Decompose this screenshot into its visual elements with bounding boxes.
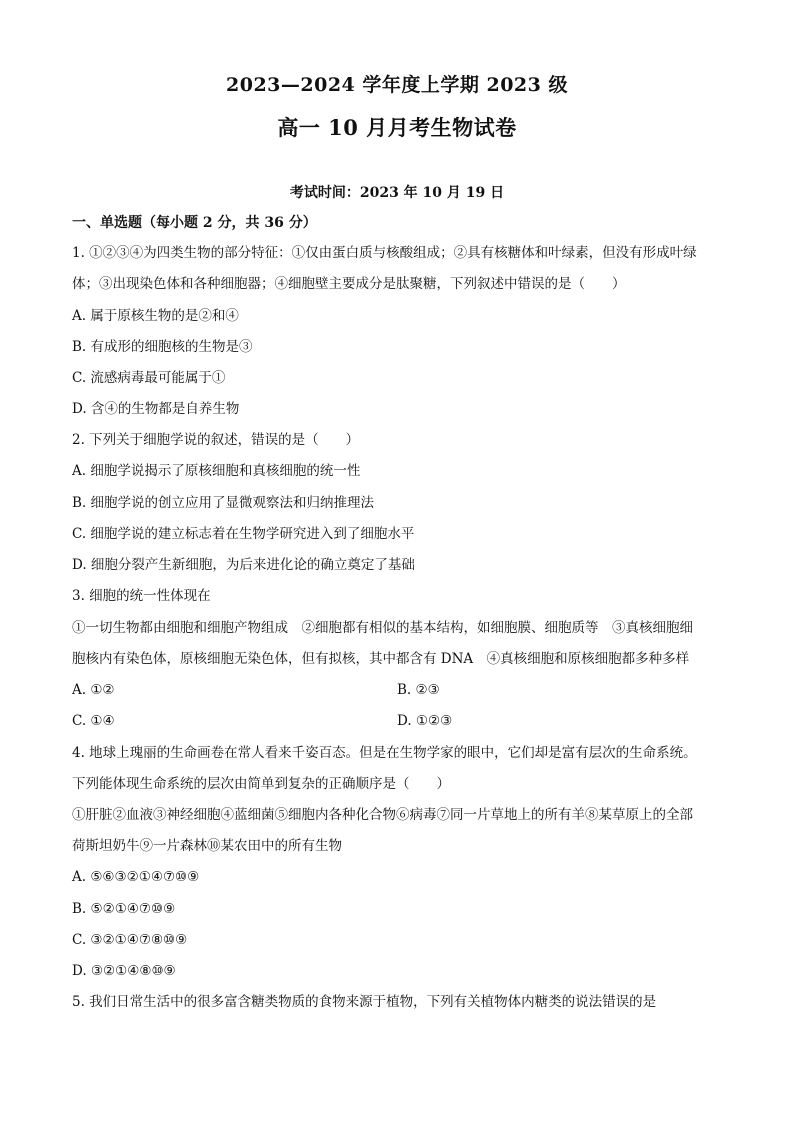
q3-option-a: A. ①② xyxy=(72,682,115,698)
q2-option-b: B. 细胞学说的创立应用了显微观察法和归纳推理法 xyxy=(72,495,375,511)
q5-stem: 5. 我们日常生活中的很多富含糖类物质的食物来源于植物，下列有关植物体内糖类的说法错误的是 xyxy=(72,994,657,1010)
q2-option-d: D. 细胞分裂产生新细胞，为后来进化论的确立奠定了基础 xyxy=(72,557,415,573)
q2-option-a: A. 细胞学说揭示了原核细胞和真核细胞的统一性 xyxy=(72,463,361,479)
q4-option-d: D. ③②①④⑧⑩⑨ xyxy=(72,963,176,979)
q4-body-line1: ①肝脏②血液③神经细胞④蓝细菌⑤细胞内各种化合物⑥病毒⑦同一片草地上的所有羊⑧某草原上的全部 xyxy=(72,807,693,823)
q1-stem-line1: 1. ①②③④为四类生物的部分特征：①仅由蛋白质与核酸组成；②具有核糖体和叶绿素，但没有形成叶绿 xyxy=(72,245,697,261)
q4-option-c: C. ③②①④⑦⑧⑩⑨ xyxy=(72,932,188,948)
q3-option-c: C. ①④ xyxy=(72,713,115,729)
exam-time: 考试时间：2023 年 10 月 19 日 xyxy=(289,185,505,201)
q1-stem-line2: 体；③出现染色体和各种细胞器；④细胞壁主要成分是肽聚糖，下列叙述中错误的是（ ） xyxy=(72,276,626,292)
q4-stem-line1: 4. 地球上瑰丽的生命画卷在常人看来千姿百态。但是在生物学家的眼中，它们却是富有层次的生命系统。 xyxy=(72,745,697,761)
q3-body-line2: 胞核内有染色体，原核细胞无染色体，但有拟核，其中都含有 DNA ④真核细胞和原核细胞都多种多样 xyxy=(72,651,690,667)
section-heading: 一、单选题（每小题 2 分，共 36 分） xyxy=(72,215,317,231)
q3-body-line1: ①一切生物都由细胞和细胞产物组成 ②细胞都有相似的基本结构，如细胞膜、细胞质等 ③真核细胞细 xyxy=(72,620,693,636)
q1-option-a: A. 属于原核生物的是②和④ xyxy=(72,308,239,324)
q4-option-b: B. ⑤②①④⑦⑩⑨ xyxy=(72,901,176,917)
q4-option-a: A. ⑤⑥③②①④⑦⑩⑨ xyxy=(72,869,200,885)
q3-option-d: D. ①②③ xyxy=(397,713,453,729)
exam-title-year: 2023—2024 学年度上学期 2023 级 xyxy=(226,74,568,96)
q4-stem-line2: 下列能体现生命系统的层次由简单到复杂的正确顺序是（ ） xyxy=(72,776,450,792)
q2-option-c: C. 细胞学说的建立标志着在生物学研究进入到了细胞水平 xyxy=(72,526,415,542)
exam-title-subject: 高一 10 月月考生物试卷 xyxy=(277,115,517,140)
q3-option-b: B. ②③ xyxy=(397,682,440,698)
q4-body-line2: 荷斯坦奶牛⑨一片森林⑩某农田中的所有生物 xyxy=(72,838,342,854)
q1-option-c: C. 流感病毒最可能属于① xyxy=(72,370,226,386)
q3-stem: 3. 细胞的统一性体现在 xyxy=(72,588,211,604)
q1-option-d: D. 含④的生物都是自养生物 xyxy=(72,401,240,417)
q1-option-b: B. 有成形的细胞核的生物是③ xyxy=(72,339,253,355)
q2-stem: 2. 下列关于细胞学说的叙述，错误的是（ ） xyxy=(72,432,360,448)
